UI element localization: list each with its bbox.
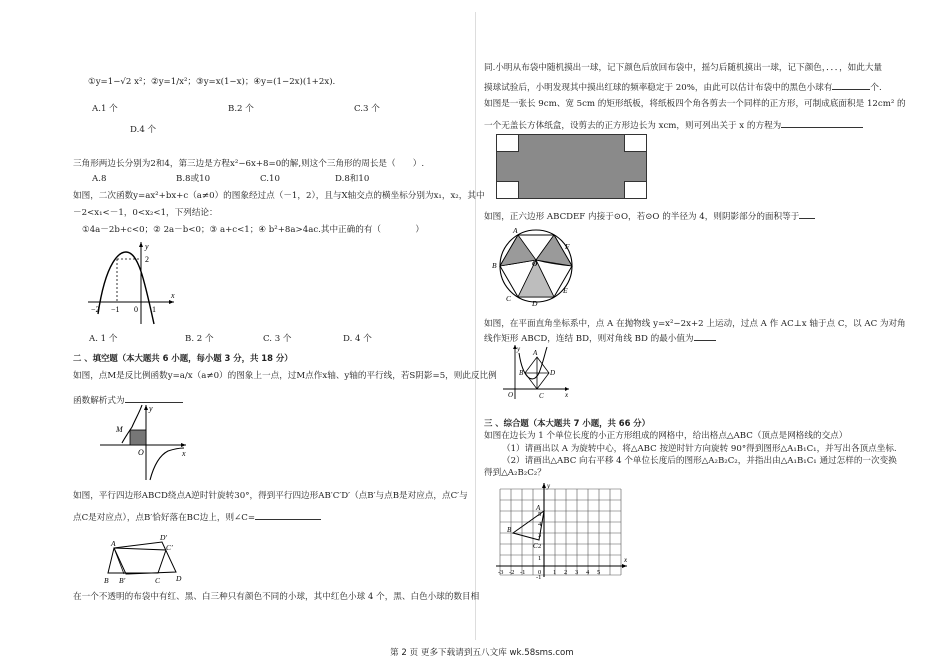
grid-y-label: y <box>547 482 551 490</box>
tri-option-b: B.8或10 <box>176 174 211 184</box>
grid-ytick: 1 <box>538 555 542 562</box>
para-tick-2: 2 <box>145 255 149 264</box>
box-question-text: 一个无盖长方体纸盒，设剪去的正方形边长为 xcm，则可列出关于 x 的方程为 <box>484 121 782 131</box>
rot-d-label: D <box>176 574 182 583</box>
reciprocal-figure <box>100 403 190 481</box>
answer-blank[interactable] <box>832 80 870 90</box>
ball-question-text: 摸球试验后，小明发现其中摸出红球的频率稳定于 20%，由此可以估计布袋中的黑色小球有 <box>484 83 833 93</box>
ball-question-line1: 在一个不透明的布袋中有红、黑、白三种只有颜色不同的小球，其中红色小球 4 个，黑、白色小球的数目相 <box>73 592 480 602</box>
grid-ytick: -1 <box>536 574 542 581</box>
coordinate-question-line1: 如图，在平面直角坐标系中，点 A 在抛物线 y=x²−2x+2 上运动，过点 A 作 AC⊥x 轴于点 C，以 AC 为对角 <box>484 319 906 329</box>
hex-c-label: C <box>506 294 512 303</box>
answer-blank[interactable] <box>255 510 321 520</box>
grid-figure <box>496 482 631 579</box>
para-y-label: y <box>145 242 149 251</box>
ball-question-line3 <box>484 80 882 94</box>
hex-e-label: E <box>563 286 568 295</box>
rot-c-label: C <box>155 576 161 585</box>
recip-x-label: x <box>182 449 186 458</box>
coord-b-label: B <box>519 369 524 377</box>
coord-d-label: D <box>550 369 556 377</box>
coord-a-label: A <box>533 349 538 357</box>
tri-option-c: C.10 <box>260 174 280 184</box>
grid-xtick: -3 <box>498 569 504 576</box>
grid-xtick: 3 <box>575 569 579 576</box>
grid-ytick: 4 <box>538 521 542 528</box>
para-tick-neg2: −2 <box>91 305 100 314</box>
hex-d-label: D <box>532 299 538 308</box>
recip-o-label: O <box>138 448 144 457</box>
box-question-line2 <box>484 118 863 132</box>
grid-question-line4: 得到△A₂B₂C₂？ <box>484 468 546 478</box>
function-options-line: ①y=1−√2 x²；②y=1/x²；③y=x(1−x)；④y=(1−2x)(1+2x). <box>88 77 336 87</box>
coord-y-label: y <box>517 345 521 353</box>
option-b: B.2 个 <box>228 104 254 114</box>
rot-cprime-label: C′ <box>166 543 173 552</box>
grid-xtick: 5 <box>597 569 601 576</box>
option-a: A.1 个 <box>92 104 118 114</box>
section-2-title: 二 、填空题（本大题共 6 小题，每小题 3 分，共 18 分） <box>73 353 293 363</box>
hex-b-label: B <box>492 261 497 270</box>
ball-question-line2: 同.小明从布袋中随机摸出一球，记下颜色后放回布袋中，摇匀后随机摸出一球，记下颜色，．．．，如此大量 <box>484 63 883 73</box>
para-x-label: x <box>171 291 175 300</box>
hexagon-figure <box>492 226 578 308</box>
grid-question-line2: （1）请画出以 A 为旋转中心，将△ABC 按逆时针方向旋转 90°得到图形△A₁B₁C₁，并写出各顶点坐标. <box>502 444 897 454</box>
grid-xtick: 0 <box>538 569 542 576</box>
coordinate-figure <box>503 343 573 399</box>
hex-o-label: O <box>532 259 538 268</box>
para-option-d: D. 4 个 <box>343 334 372 344</box>
grid-ytick: 5 <box>538 511 542 518</box>
box-question-line1: 如图是一张长 9cm、宽 5cm 的矩形纸板，将纸板四个角各剪去一个同样的正方形，可制成底面积是 12cm² 的 <box>484 99 906 109</box>
answer-blank[interactable] <box>125 393 183 403</box>
hex-f-label: F <box>565 242 570 251</box>
hexagon-question-text: 如图，正六边形 ABCDEF 内接于⊙O，若⊙O 的半径为 4，则阴影部分的面积等于 <box>484 212 800 222</box>
answer-blank[interactable] <box>781 118 863 128</box>
reciprocal-question-text: 函数解析式为 <box>73 396 125 406</box>
grid-xtick: -1 <box>520 569 526 576</box>
reciprocal-question-line1: 如图，点M是反比例函数y=a/x（a≠0）的图象上一点，过M点作x轴、y轴的平行线，若S阴影=5，则此反比例 <box>73 371 497 381</box>
grid-xtick: 1 <box>553 569 557 576</box>
column-divider <box>475 12 476 640</box>
hexagon-question <box>484 209 815 223</box>
rotation-question-text: 点C是对应点），点B′恰好落在BC边上，则∠C= <box>73 513 256 523</box>
para-tick-neg1: −1 <box>111 305 120 314</box>
tri-option-a: A.8 <box>92 174 107 184</box>
answer-blank[interactable] <box>694 331 716 341</box>
rot-b-label: B <box>104 576 109 585</box>
ball-question-tail: 个. <box>870 83 882 93</box>
grid-question-line3: （2）请画出△ABC 向右平移 4 个单位长度后的图形△A₂B₂C₂，并指出由△A₁B₁C₁ 通过怎样的一次变换 <box>502 456 897 466</box>
hex-a-label: A <box>513 226 518 235</box>
answer-blank[interactable] <box>799 209 815 219</box>
rotation-question-line2 <box>73 510 321 524</box>
option-d: D.4 个 <box>130 125 157 135</box>
para-tick-0: 0 <box>134 305 138 314</box>
parabola-figure <box>88 240 178 325</box>
page-footer: 第 2 页 更多下载请到五八文库 wk.58sms.com <box>390 648 574 658</box>
grid-b-label: B <box>507 526 512 534</box>
grid-c-label: C <box>533 542 538 550</box>
option-c: C.3 个 <box>354 104 380 114</box>
recip-y-label: y <box>149 404 153 413</box>
rotation-figure <box>100 528 185 586</box>
rotation-question-line1: 如图，平行四边形ABCD绕点A逆时针旋转30°，得到平行四边形AB′C′D′（点B′与点B是对应点，点C′与 <box>73 491 468 501</box>
coord-c-label: C <box>539 392 544 400</box>
para-option-b: B. 2 个 <box>185 334 214 344</box>
grid-x-label: x <box>624 556 628 564</box>
triangle-question: 三角形两边长分别为2和4，第三边是方程x²−6x+8=0的解,则这个三角形的周长是（ ）. <box>73 159 425 169</box>
parabola-question-line1: 如图，二次函数y=ax²+bx+c（a≠0）的图象经过点（－1，2），且与X轴交点的横坐标分别为x₁，x₂，其中 <box>73 191 485 201</box>
coordinate-question-text: 线作矩形 ABCD，连结 BD，则对角线 BD 的最小值为 <box>484 334 694 344</box>
para-option-c: C. 3 个 <box>263 334 292 344</box>
grid-ytick: 2 <box>538 543 542 550</box>
grid-ytick: 3 <box>538 532 542 539</box>
rot-a-label: A <box>111 539 116 548</box>
parabola-question-line2: －2<x₁<－1，0<x₂<1，下列结论： <box>73 208 218 218</box>
rot-dprime-label: D′ <box>160 533 168 542</box>
box-figure <box>496 134 648 200</box>
recip-m-label: M <box>116 425 123 434</box>
grid-question-line1: 如图在边长为 1 个单位长度的小正方形组成的网格中，给出格点△ABC（顶点是网格线的交点） <box>484 431 848 441</box>
grid-xtick: -2 <box>509 569 515 576</box>
tri-option-d: D.8和10 <box>335 174 370 184</box>
para-tick-1: 1 <box>152 305 156 314</box>
coord-x-label: x <box>565 391 569 399</box>
grid-xtick: 2 <box>564 569 568 576</box>
grid-a-label: A <box>536 504 541 512</box>
grid-xtick: 4 <box>586 569 590 576</box>
rot-bprime-label: B′ <box>119 576 126 585</box>
section-3-title: 三 、综合题（本大题共 7 小题，共 66 分） <box>484 418 651 428</box>
parabola-question-line3: ①4a－2b+c<0；② 2a－b<0；③ a+c<1；④ b²+8a>4ac.其中正确的有（ ） <box>82 225 424 235</box>
para-option-a: A. 1 个 <box>89 334 118 344</box>
coord-o-label: O <box>508 391 514 399</box>
